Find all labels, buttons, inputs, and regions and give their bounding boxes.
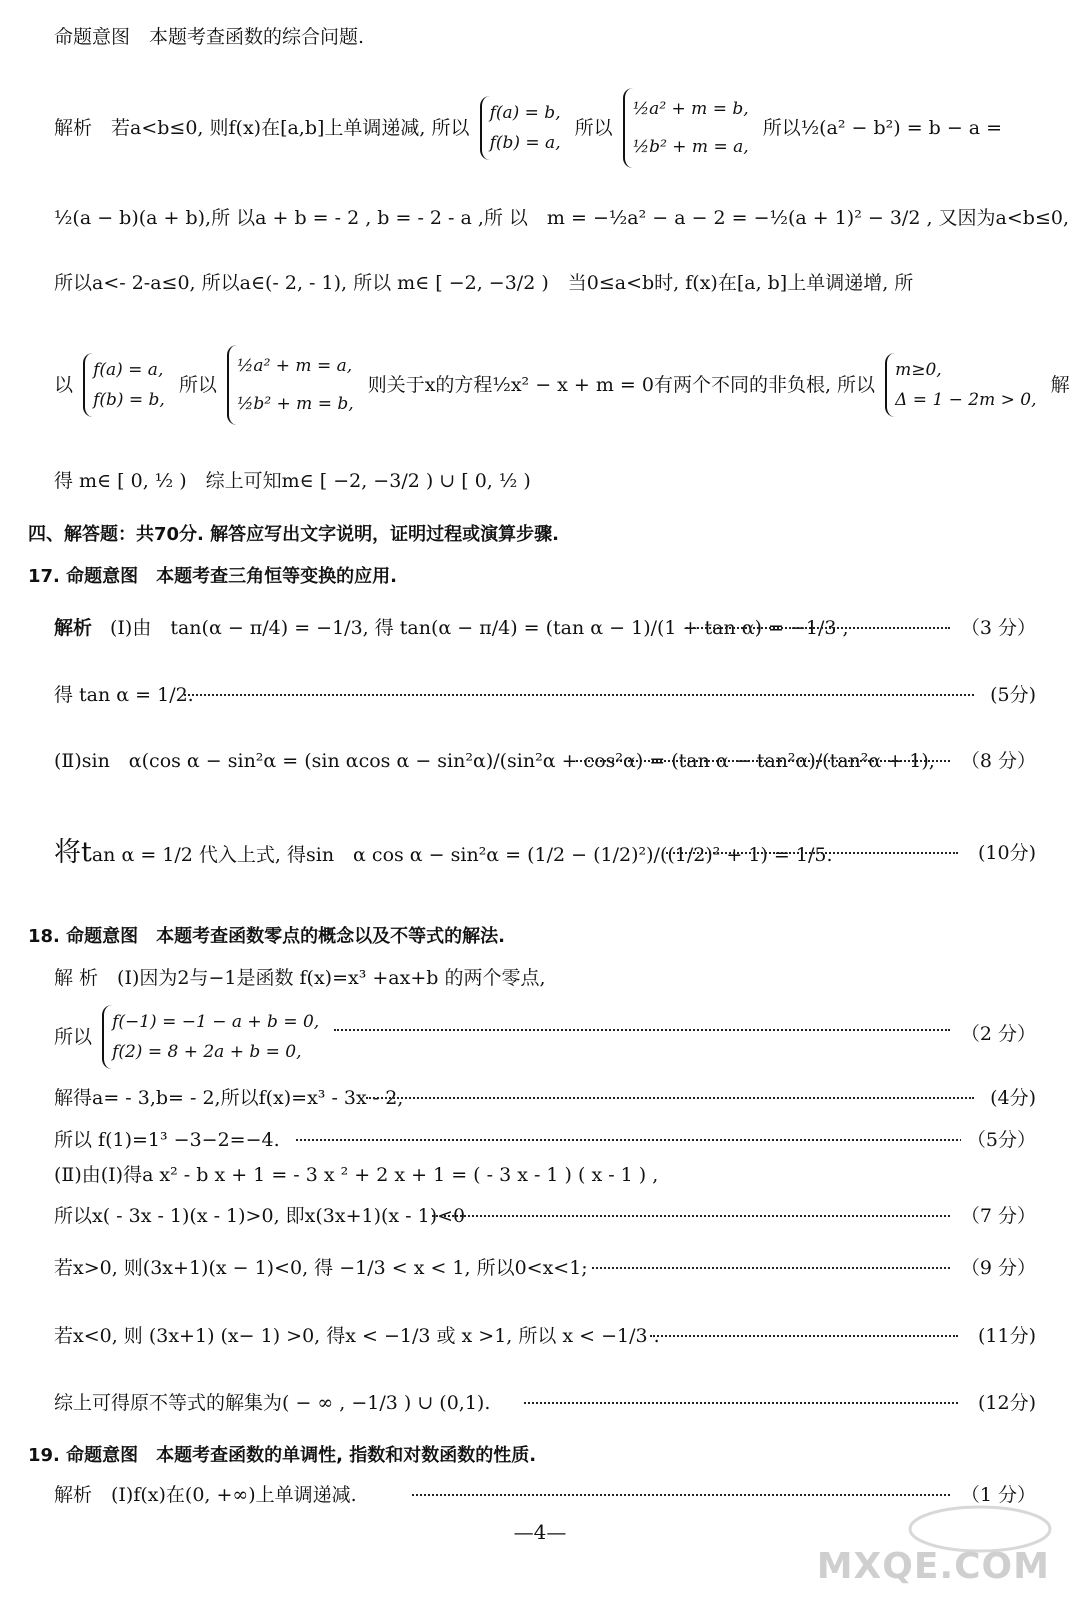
q17-line-3 [54, 748, 1036, 774]
q18-line-5: (Ⅱ)由(Ⅰ)得a x² - b x + 1 = - 3 x ² + 2 x + 1 = ( - 3 x - 1 ) ( x - 1 ) , [54, 1164, 659, 1186]
score: （8 分） [955, 748, 1036, 774]
text: 所以½(a² − b²) = b − a = [762, 117, 1003, 139]
text: 所以 [178, 374, 217, 396]
equation: ½b² + m = b, [236, 394, 354, 414]
score: （3 分） [955, 615, 1036, 641]
dot-leader [650, 1335, 958, 1337]
dot-leader [524, 1402, 958, 1404]
q18-line-1: 解 析 (Ⅰ)因为2与−1是函数 f(x)=x³ +ax+b 的两个零点, [54, 967, 546, 989]
section-four-heading: 四、解答题：共70分. 解答应写出文字说明，证明过程或演算步骤. [28, 524, 559, 545]
dot-leader [366, 1097, 974, 1099]
equation: m≥0, [895, 360, 942, 380]
q17-line-2 [54, 682, 1036, 708]
equation: f(−1) = −1 − a + b = 0, [112, 1012, 320, 1032]
q18-line-4 [54, 1127, 1036, 1153]
score: (12分) [972, 1390, 1036, 1416]
top-line-a [54, 88, 1036, 198]
q18-line-2 [54, 1005, 1036, 1069]
equation: ½a² + m = a, [236, 356, 353, 376]
q17-line-1 [54, 615, 1036, 641]
q18-line-3 [54, 1085, 1036, 1111]
equation: f(a) = b, [489, 103, 561, 123]
top-intent: 命题意图 本题考查函数的综合问题. [54, 26, 365, 48]
q17-line-4 [54, 837, 1036, 868]
system-quadratic [623, 88, 753, 168]
math: an α = 1/2 代入上式, 得sin α cos α − sin²α = (1/2 − (1/2)²)/((1/2)² + 1) = 1/5. [91, 844, 833, 866]
math: 若x<0, 则 (3x+1) (x− 1) >0, 得x < −1/3 或 x >1, 所以 x < −1/3 . [54, 1325, 660, 1347]
dot-leader [296, 1139, 966, 1141]
equation: f(b) = a, [489, 133, 561, 153]
math: 解得a= - 3,b= - 2,所以f(x)=x³ - 3x - 2, [54, 1087, 404, 1109]
dot-leader [184, 694, 974, 696]
equation: ½b² + m = a, [632, 137, 749, 157]
text: 则关于x的方程½x² − x + m = 0有两个不同的非负根, 所以 [367, 374, 876, 396]
q18-line-6 [54, 1203, 1036, 1229]
page-number: —4— [513, 1520, 567, 1544]
top-line-c: 所以a<- 2-a≤0, 所以a∈(- 2, - 1), 所以 m∈ [ −2, −3/2 ) 当0≤a<b时, f(x)在[a, b]上单调递增, 所 [54, 272, 914, 294]
score: （5分） [961, 1127, 1036, 1153]
score: （7 分） [955, 1203, 1036, 1229]
score: （9 分） [955, 1255, 1036, 1281]
system-fa-fb [480, 96, 565, 160]
score: (4分) [984, 1085, 1036, 1111]
q19-intent: 19. 命题意图 本题考查函数的单调性, 指数和对数函数的性质. [28, 1445, 537, 1466]
text: 所以 [54, 1026, 93, 1048]
top-line-b: ½(a − b)(a + b),所 以a + b = - 2 , b = - 2 - a ,所 以 m = −½a² − a − 2 = −½(a + 1)² − 3/2 , 又因为a<b≤0, [54, 207, 1069, 229]
watermark-logo [816, 1501, 1060, 1591]
math: (Ⅱ)sin α(cos α − sin²α = (sin αcos α − sin²α)/(sin²α + cos²α) = (tan α − tan²α)/(tan²α + 1), [54, 750, 935, 772]
equation: Δ = 1 − 2m > 0, [895, 390, 1037, 410]
dot-leader [666, 852, 958, 854]
dot-leader [576, 760, 950, 762]
dot-leader [592, 1267, 950, 1269]
q18-line-8 [54, 1323, 1036, 1349]
dot-leader [334, 1029, 950, 1031]
equation: ½a² + m = b, [632, 99, 749, 119]
equation: f(b) = b, [93, 390, 165, 410]
math: 解析 (Ⅰ)f(x)在(0, +∞)上单调递减. [54, 1484, 357, 1506]
math: 综上可得原不等式的解集为( − ∞ , −1/3 ) ∪ (0,1). [54, 1392, 491, 1414]
top-a-pre: 解析 若a<b≤0, 则f(x)在[a,b]上单调递减, 所以 [54, 117, 470, 139]
math: 所以 f(1)=1³ −3−2=−4. [54, 1129, 280, 1151]
score: (11分) [972, 1323, 1036, 1349]
equation: f(2) = 8 + 2a + b = 0, [112, 1042, 302, 1062]
equation: f(a) = a, [93, 360, 164, 380]
q18-intent: 18. 命题意图 本题考查函数零点的概念以及不等式的解法. [28, 926, 505, 947]
math: 所以x( - 3x - 1)(x - 1)>0, 即x(3x+1)(x - 1)<0 [54, 1205, 466, 1227]
dot-leader [412, 1494, 950, 1496]
analysis-label: 解析 [54, 617, 93, 639]
top-line-d [54, 345, 1070, 435]
q17-intent: 17. 命题意图 本题考查三角恒等变换的应用. [28, 566, 397, 587]
top-line-e: 得 m∈ [ 0, ½ ) 综上可知m∈ [ −2, −3/2 ) ∪ [ 0, ½ ) [54, 470, 531, 492]
q18-line-7 [54, 1255, 1036, 1281]
score: (5分) [984, 682, 1036, 708]
math: (Ⅰ)由 tan(α − π/4) = −1/3, 得 tan(α − π/4) = (tan α − 1)/(1 + tan α) = −1/3 , [110, 617, 849, 639]
watermark-text: MXQE.COM [816, 1546, 1050, 1587]
dot-leader [432, 1215, 950, 1217]
text: 所以 [574, 117, 613, 139]
q18-line-9 [54, 1390, 1036, 1416]
system-zeros [102, 1005, 323, 1069]
text: 解 [1050, 374, 1070, 396]
math: 将t [54, 837, 92, 868]
system-discriminant [885, 353, 1040, 417]
math: 得 tan α = 1/2. [54, 684, 194, 706]
text: 以 [54, 374, 74, 396]
dot-leader [686, 627, 950, 629]
math: 若x>0, 则(3x+1)(x − 1)<0, 得 −1/3 < x < 1, 所以0<x<1; [54, 1257, 588, 1279]
score: （1 分） [955, 1482, 1036, 1508]
score: (10分) [972, 840, 1036, 866]
system-fa-fb-2 [83, 353, 169, 417]
system-quadratic-2 [227, 345, 358, 425]
score: （2 分） [955, 1021, 1036, 1047]
